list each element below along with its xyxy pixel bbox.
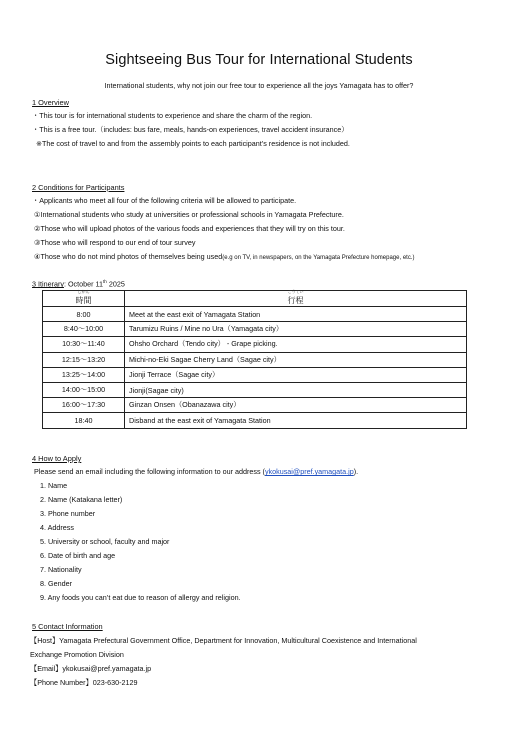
list-item: 4. Address [40,523,74,532]
table-row [43,322,467,337]
list-item: 7. Nationality [40,565,82,574]
itinerary-time: 8:00 [43,307,125,322]
overview-heading: 1 Overview [32,98,69,107]
table-row [43,337,467,352]
conditions-intro: ・Applicants who meet all four of the following criteria will be allowed to participate. [32,196,297,205]
apply-intro-before: Please send an email including the following information to our address ( [34,467,265,476]
list-item: 3. Phone number [40,509,96,518]
itinerary-time: 12:15～13:20 [43,352,125,367]
contact-host-line-1: 【Host】Yamagata Prefectural Government Office, Department for Innovation, Multicultural Coexistence and International [30,636,417,645]
itinerary-header-row [43,291,467,307]
apply-intro-after: ). [353,467,359,476]
itinerary-date-sup: th [103,279,107,284]
itinerary-col-plan-ruby: こうてい [287,289,304,294]
overview-line-2: ・This is a free tour.（includes: bus fare, meals, hands-on experiences, travel accident insurance） [32,125,349,134]
contact-host-line-2: Exchange Promotion Division [30,650,124,659]
condition-item-4-text: ④Those who do not mind photos of themselves being used [34,252,223,261]
list-item: 9. Any foods you can’t eat due to reason of allergy and religion. [40,593,241,602]
list-item: 1. Name [40,481,68,490]
table-row [43,367,467,382]
itinerary-col-plan-label: 行程 [287,295,304,305]
itinerary-col-time-ruby: じかん [77,289,90,294]
itinerary-time: 18:40 [43,413,125,428]
itinerary-table [42,290,467,429]
condition-item-3: ③Those who will respond to our end of tour survey [34,238,196,247]
condition-item-4 [34,252,414,261]
itinerary-heading: 3 Itinerary [32,279,64,289]
intro-text: International students, why not join our free tour to experience all the joys Yamagata has to offer? [104,81,414,90]
condition-item-1: ①International students who study at universities or professional schools in Yamagata Prefecture. [34,210,344,219]
apply-intro [34,467,358,476]
itinerary-heading-line [32,279,125,288]
contact-phone: 【Phone Number】023-630-2129 [30,678,138,687]
itinerary-time: 10:30～11:40 [43,337,125,352]
apply-heading: 4 How to Apply [32,454,82,463]
itinerary-time: 8:40～10:00 [43,322,125,337]
itinerary-plan: Jionji(Sagae city) [125,382,467,397]
itinerary-col-time-label: 時間 [75,295,92,305]
conditions-heading: 2 Conditions for Participants [32,183,125,192]
contact-heading: 5 Contact Information [32,622,103,631]
itinerary-col-plan [125,291,467,307]
condition-item-2: ②Those who will upload photos of the various foods and experiences that they will try on this tour. [34,224,345,233]
list-item: 8. Gender [40,579,72,588]
list-item: 6. Date of birth and age [40,551,116,560]
email-link[interactable]: ykokusai@pref.yamagata.jp [264,467,354,476]
table-row [43,352,467,367]
table-row [43,398,467,413]
table-row [43,382,467,397]
itinerary-plan: Ginzan Onsen（Obanazawa city） [125,398,467,413]
overview-line-1: ・This tour is for international students to experience and share the charm of the region. [32,111,313,120]
itinerary-col-time [43,291,125,307]
overview-note: ※The cost of travel to and from the assembly points to each participant’s residence is not included. [36,139,350,148]
itinerary-date-prefix: : October 11 [63,279,103,289]
itinerary-plan: Jionji Terrace（Sagae city） [125,367,467,382]
itinerary-plan: Ohsho Orchard（Tendo city） - Grape picking. [125,337,467,352]
table-row [43,413,467,428]
itinerary-plan: Michi-no-Eki Sagae Cherry Land（Sagae city） [125,352,467,367]
itinerary-date-suffix: 2025 [106,279,125,289]
contact-email: 【Email】ykokusai@pref.yamagata.jp [30,664,152,673]
itinerary-time: 14:00～15:00 [43,382,125,397]
itinerary-time: 16:00～17:30 [43,398,125,413]
page-title: Sightseeing Bus Tour for International Students [105,52,413,68]
table-row [43,307,467,322]
list-item: 5. University or school, faculty and major [40,537,170,546]
itinerary-plan: Meet at the east exit of Yamagata Station [125,307,467,322]
list-item: 2. Name (Katakana letter) [40,495,123,504]
itinerary-plan: Tarumizu Ruins / Mine no Ura（Yamagata city） [125,322,467,337]
condition-item-4-note: (e.g on TV, in newspapers, on the Yamagata Prefecture homepage, etc.) [222,255,415,261]
itinerary-time: 13:25～14:00 [43,367,125,382]
itinerary-plan: Disband at the east exit of Yamagata Station [125,413,467,428]
